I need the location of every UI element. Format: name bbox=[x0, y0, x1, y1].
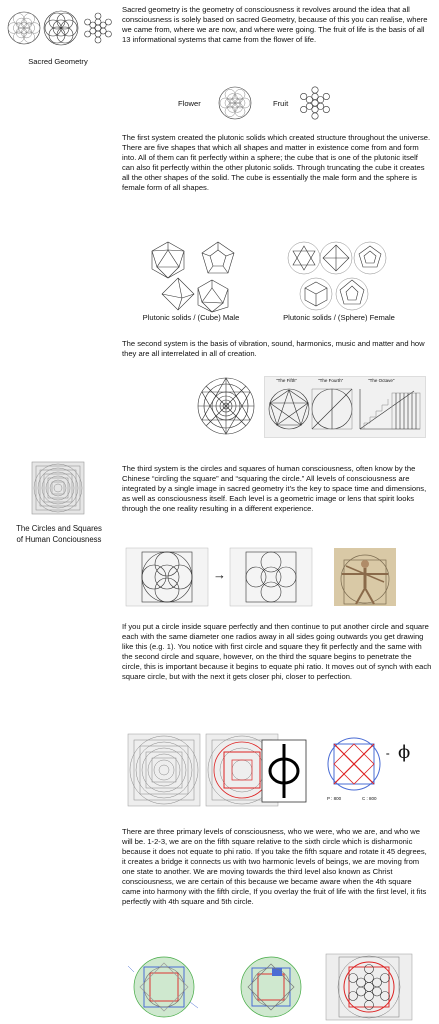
flower-of-life-figure bbox=[218, 86, 252, 120]
seed-of-life-icon bbox=[44, 11, 78, 45]
vibration-mandala-figure bbox=[196, 376, 256, 436]
circle-square-grid-figure-a bbox=[126, 548, 208, 606]
levels-green-figure-a bbox=[128, 954, 198, 1020]
circles-squares-caption-line2: of Human Conciousness bbox=[16, 535, 102, 544]
solids-male-caption: Plutonic solids / (Cube) Male bbox=[142, 313, 240, 322]
sacred-geometry-caption: Sacred Geometry bbox=[28, 57, 88, 66]
flower-label: Flower bbox=[178, 99, 201, 108]
platonic-solids-male-figure bbox=[148, 240, 240, 312]
c-value-label: C : 800 bbox=[362, 796, 377, 801]
platonic-solids-female-figure bbox=[280, 240, 390, 312]
octave-label: "The Octave" bbox=[368, 378, 395, 383]
plutonic-paragraph: The first system created the plutonic solids which created structure throughout the universe. There are five shapes that which all shapes and matter in existence come from and form into. All of them can fit perfectly within a sphere; the cube that is one of the plutonic itself can also fit perfectly within the other plutonic solids. Through truncating the cube it creates all the other shapes of the solid. The cube is essentially the male form and the sphere is female form of all shapes. bbox=[122, 133, 431, 192]
levels-green-figure-b bbox=[238, 954, 304, 1020]
phi-diagram-figure bbox=[326, 736, 382, 792]
circles-squares-paragraph: The third system is the circles and squares of human consciousness, often know by the Chinese “circling the square” and “squaring the circle.” All levels of consciousness are integrated by a single image in sacred geometry it’s the key to space time and dimensions, as well as consciousness itself. Each level is a geometric image or lens that spirit looks through the one reality resulting in a different experience. bbox=[122, 464, 427, 513]
equals-glyph: = bbox=[386, 752, 390, 758]
phi-symbol-figure bbox=[262, 740, 306, 802]
flower-of-life-icon bbox=[8, 12, 40, 44]
circles-squares-icon bbox=[32, 462, 84, 514]
circle-square-grid-figure-b bbox=[230, 548, 312, 606]
fruit-of-life-figure bbox=[296, 84, 334, 122]
sacred-geometry-icons bbox=[6, 8, 116, 48]
solids-female-caption: Plutonic solids / (Sphere) Female bbox=[283, 313, 395, 322]
music-harmonics-diagrams bbox=[264, 383, 424, 435]
fourth-label: "The Fourth" bbox=[318, 378, 344, 383]
fifth-label: "The Fifth" bbox=[276, 378, 297, 383]
phi-glyph: ϕ bbox=[398, 742, 411, 763]
consciousness-levels-paragraph: There are three primary levels of consciousness, who we were, who we are, and who we will be. 1-2-3, we are on the fifth square relative to the sixth circle which is disharmonic because it does not equate to phi ratio. If you take the fifth square and rotate it 45 degrees, it creates a bridge it connects us with two harmonic levels of beings, we are moving from one state to another. We are moving towards the third level also known as Christ consciousness, we are certain of this because we became aware when the 4th square came into harmony with the fifth circle, If you overlay the fruit of life with the first level, it fits perfectly with 4th square and 5th circle. bbox=[122, 827, 427, 906]
nested-squares-circles-figure bbox=[128, 734, 200, 806]
vibration-paragraph: The second system is the basis of vibration, sound, harmonics, music and matter and how they are all interrelated in all of creation. bbox=[122, 339, 425, 358]
fruit-of-life-icon bbox=[85, 13, 112, 43]
fruit-label: Fruit bbox=[273, 99, 289, 108]
phi-ratio-paragraph: If you put a circle inside square perfectly and then continue to put another circle and square each with the same diameter one radios away in all sides going outwards you get drawing like this (e.g. 1). You notice with first circle and square they fit perfectly and the same with the second circle and square, however, on the third the square begins to penetrate the circle, this is important because it begins to equate phi ratio. It moves out of synch with each square circle, but with the next it gets closer phi, closer to perfection. bbox=[122, 622, 432, 681]
intro-paragraph: Sacred geometry is the geometry of consciousness it revolves around the idea that all consciousness is solely based on sacred Geometry, because of this you can realise, where we came from, where we are now, and where were going. The fruit of life is the basis of all 13 informational systems that came from the flower of life. bbox=[122, 5, 428, 44]
vitruvian-man-image bbox=[334, 548, 396, 606]
fruit-of-life-overlay-figure bbox=[326, 954, 412, 1020]
arrow-glyph: → bbox=[213, 567, 226, 582]
p-value-label: P : 800 bbox=[327, 796, 342, 801]
circles-squares-caption-line1: The Circles and Squares bbox=[16, 524, 102, 533]
